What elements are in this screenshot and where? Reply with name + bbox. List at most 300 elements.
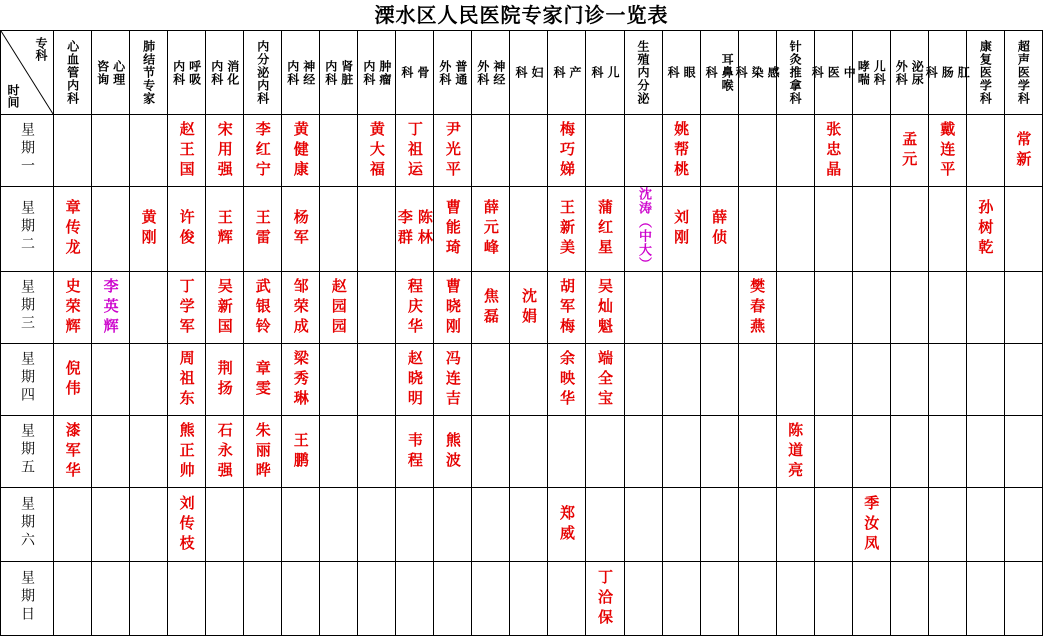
dept-label: 咨询 xyxy=(95,59,110,86)
schedule-cell xyxy=(54,272,92,344)
schedule-cell xyxy=(814,187,852,272)
doctor-name: 王新美 xyxy=(557,199,576,259)
doctor-name: 赵晓明 xyxy=(405,349,424,410)
schedule-cell xyxy=(244,416,282,488)
schedule-cell xyxy=(928,115,966,187)
schedule-cell xyxy=(776,272,814,344)
doctor-name: 赵王国 xyxy=(177,120,196,181)
dept-label: 科 xyxy=(704,66,719,79)
doctor-name: 王雷 xyxy=(253,209,272,249)
schedule-cell xyxy=(776,115,814,187)
schedule-cell xyxy=(472,416,510,488)
doctor-name: 张忠晶 xyxy=(824,120,843,181)
schedule-cell xyxy=(966,115,1004,187)
table-row xyxy=(1,562,1043,636)
doctor-name: 陈林 xyxy=(415,209,434,249)
schedule-cell xyxy=(472,344,510,416)
schedule-cell xyxy=(54,344,92,416)
corner-time-label: 时间 xyxy=(6,84,20,108)
schedule-cell xyxy=(434,344,472,416)
schedule-cell xyxy=(1004,562,1042,636)
schedule-cell xyxy=(1004,187,1042,272)
schedule-cell xyxy=(320,187,358,272)
schedule-cell xyxy=(548,562,586,636)
dept-label: 哮喘 xyxy=(856,59,871,86)
dept-label: 医 xyxy=(826,66,841,79)
dept-label: 眼 xyxy=(682,66,697,79)
doctor-name: 端全宝 xyxy=(596,349,614,410)
schedule-cell xyxy=(852,187,890,272)
schedule-cell xyxy=(1004,115,1042,187)
corner-dept-label: 专科 xyxy=(34,37,49,61)
dept-header xyxy=(1004,31,1042,115)
doctor-name: 薛侦 xyxy=(710,209,729,249)
schedule-cell xyxy=(1004,272,1042,344)
schedule-cell xyxy=(890,272,928,344)
schedule-cell xyxy=(92,344,130,416)
doctor-name: 薛元峰 xyxy=(481,199,500,259)
schedule-cell xyxy=(700,272,738,344)
schedule-cell xyxy=(358,488,396,562)
doctor-name: 熊波 xyxy=(443,431,462,472)
schedule-cell xyxy=(928,562,966,636)
dept-label: 内科 xyxy=(323,59,338,86)
dept-header xyxy=(206,31,244,115)
doctor-name: 樊春燕 xyxy=(748,277,767,338)
doctor-name: 刘刚 xyxy=(672,209,691,249)
doctor-name: 吴新国 xyxy=(215,277,234,338)
schedule-cell xyxy=(206,272,244,344)
schedule-cell xyxy=(92,187,130,272)
schedule-cell xyxy=(282,187,320,272)
table-row xyxy=(1,416,1043,488)
doctor-name: 梅巧娣 xyxy=(557,120,576,181)
dept-header xyxy=(700,31,738,115)
schedule-cell xyxy=(890,115,928,187)
doctor-name: 尹光平 xyxy=(443,120,462,181)
schedule-cell xyxy=(244,562,282,636)
dept-label: 生殖内分泌 xyxy=(636,40,651,105)
doctor-name: 余映华 xyxy=(557,349,576,410)
dept-label: 外科 xyxy=(894,59,909,86)
schedule-cell xyxy=(434,272,472,344)
schedule-cell xyxy=(358,187,396,272)
schedule-cell xyxy=(130,416,168,488)
schedule-cell xyxy=(738,562,776,636)
schedule-cell xyxy=(586,187,624,272)
dept-label: 产 xyxy=(567,66,582,79)
dept-label: 康复医学科 xyxy=(978,40,993,105)
doctor-name: 戴连平 xyxy=(938,120,957,181)
schedule-cell xyxy=(890,562,928,636)
dept-label: 儿 xyxy=(606,66,620,79)
doctor-name: 石永强 xyxy=(215,421,234,482)
schedule-cell xyxy=(928,416,966,488)
schedule-cell xyxy=(282,115,320,187)
schedule-cell xyxy=(92,488,130,562)
doctor-name: 孙树乾 xyxy=(976,199,995,259)
day-label: 星期六 xyxy=(1,488,54,562)
schedule-cell xyxy=(54,488,92,562)
schedule-cell xyxy=(738,488,776,562)
schedule-cell xyxy=(434,562,472,636)
dept-label: 外科 xyxy=(475,59,490,86)
day-label: 星期四 xyxy=(1,344,54,416)
dept-label: 内科 xyxy=(209,59,224,86)
schedule-cell xyxy=(738,344,776,416)
schedule-cell xyxy=(966,562,1004,636)
schedule-table xyxy=(0,30,1043,636)
schedule-cell xyxy=(662,272,700,344)
schedule-cell xyxy=(852,416,890,488)
schedule-cell xyxy=(776,562,814,636)
schedule-cell xyxy=(624,187,662,272)
doctor-name: 黄大福 xyxy=(367,120,386,181)
schedule-cell xyxy=(586,344,624,416)
schedule-cell xyxy=(168,488,206,562)
doctor-name: 荆扬 xyxy=(215,359,234,400)
schedule-cell xyxy=(54,416,92,488)
page-title: 溧水区人民医院专家门诊一览表 xyxy=(374,3,669,27)
schedule-cell xyxy=(586,416,624,488)
dept-label: 内分泌内科 xyxy=(255,40,270,105)
schedule-cell xyxy=(510,272,548,344)
dept-header xyxy=(924,31,971,115)
table-row xyxy=(1,115,1043,187)
dept-header xyxy=(624,31,662,115)
schedule-cell xyxy=(700,187,738,272)
schedule-cell xyxy=(244,488,282,562)
schedule-cell xyxy=(510,488,548,562)
doctor-name: 常新 xyxy=(1014,130,1033,171)
schedule-cell xyxy=(206,562,244,636)
corner-header xyxy=(1,31,54,115)
schedule-cell xyxy=(282,488,320,562)
schedule-cell xyxy=(320,344,358,416)
dept-header xyxy=(54,31,92,115)
schedule-cell xyxy=(282,562,320,636)
dept-label: 针灸推拿科 xyxy=(788,40,803,105)
schedule-cell xyxy=(396,272,434,344)
doctor-name: 姚帮桃 xyxy=(672,120,691,181)
schedule-cell xyxy=(244,187,282,272)
doctor-name: 李英辉 xyxy=(101,277,120,338)
schedule-cell xyxy=(852,488,890,562)
dept-header xyxy=(92,31,130,115)
schedule-cell xyxy=(624,115,662,187)
schedule-cell xyxy=(966,272,1004,344)
schedule-cell xyxy=(928,272,966,344)
schedule-cell xyxy=(130,115,168,187)
schedule-cell xyxy=(776,416,814,488)
schedule-cell xyxy=(928,187,966,272)
schedule-cell xyxy=(130,187,168,272)
schedule-cell xyxy=(168,416,206,488)
schedule-cell xyxy=(472,115,510,187)
schedule-cell xyxy=(168,272,206,344)
schedule-cell xyxy=(548,115,586,187)
doctor-name: 冯连吉 xyxy=(443,349,462,410)
schedule-cell xyxy=(738,416,776,488)
schedule-cell xyxy=(890,187,928,272)
schedule-cell xyxy=(548,344,586,416)
dept-header xyxy=(852,31,890,115)
doctor-name: 蒲红星 xyxy=(596,199,614,259)
doctor-name: 梁秀琳 xyxy=(291,349,310,410)
dept-header xyxy=(320,31,358,115)
schedule-cell xyxy=(624,344,662,416)
schedule-cell xyxy=(130,488,168,562)
dept-label: 超声医学科 xyxy=(1016,40,1031,105)
dept-label: 内科 xyxy=(361,59,376,86)
schedule-cell xyxy=(472,272,510,344)
dept-label: 肾脏 xyxy=(339,59,354,86)
schedule-cell xyxy=(168,115,206,187)
dept-label: 科 xyxy=(551,66,566,79)
schedule-cell xyxy=(320,562,358,636)
dept-header xyxy=(662,31,700,115)
schedule-cell xyxy=(586,272,624,344)
dept-header xyxy=(168,31,206,115)
doctor-name: 李群 xyxy=(395,209,414,249)
schedule-cell xyxy=(814,416,852,488)
schedule-cell xyxy=(624,272,662,344)
dept-label: 消化 xyxy=(225,59,240,86)
schedule-cell xyxy=(206,488,244,562)
schedule-cell xyxy=(662,562,700,636)
schedule-cell xyxy=(700,115,738,187)
schedule-cell xyxy=(700,416,738,488)
doctor-name: 王鹏 xyxy=(291,431,310,472)
schedule-cell xyxy=(928,488,966,562)
schedule-cell xyxy=(320,488,358,562)
dept-header xyxy=(810,31,857,115)
dept-header xyxy=(472,31,510,115)
schedule-cell xyxy=(814,488,852,562)
schedule-cell xyxy=(92,416,130,488)
schedule-cell xyxy=(776,187,814,272)
schedule-cell xyxy=(624,416,662,488)
doctor-name: 倪伟 xyxy=(63,359,82,400)
table-row xyxy=(1,344,1043,416)
doctor-name: 杨军 xyxy=(291,209,310,249)
schedule-cell xyxy=(434,187,472,272)
dept-label: 泌尿 xyxy=(910,59,925,86)
doctor-name: 赵园园 xyxy=(329,277,348,338)
schedule-cell xyxy=(168,562,206,636)
schedule-cell xyxy=(1004,344,1042,416)
doctor-name: 李红宁 xyxy=(253,120,272,181)
dept-label: 科 xyxy=(810,66,825,79)
doctor-name: 沈涛（中大） xyxy=(636,187,652,271)
dept-label: 妇 xyxy=(529,66,544,79)
schedule-cell xyxy=(1004,416,1042,488)
schedule-cell xyxy=(966,416,1004,488)
schedule-cell xyxy=(890,344,928,416)
dept-header xyxy=(358,31,396,115)
doctor-name: 曹晓刚 xyxy=(443,277,462,338)
schedule-cell xyxy=(662,115,700,187)
schedule-cell xyxy=(738,187,776,272)
dept-label: 耳鼻喉 xyxy=(720,53,735,92)
doctor-name: 吴灿魁 xyxy=(596,277,614,338)
dept-label: 肛 xyxy=(956,66,971,79)
schedule-cell xyxy=(206,115,244,187)
schedule-cell xyxy=(396,562,434,636)
dept-label: 肺结节专家 xyxy=(141,40,156,105)
doctor-name: 沈娟 xyxy=(519,287,538,328)
dept-label: 呼吸 xyxy=(187,59,202,86)
dept-label: 科 xyxy=(666,66,681,79)
doctor-name: 宋用强 xyxy=(215,120,234,181)
doctor-name: 程庆华 xyxy=(405,277,424,338)
dept-label: 科 xyxy=(399,66,414,79)
schedule-cell xyxy=(776,344,814,416)
schedule-cell xyxy=(244,272,282,344)
dept-label: 心血管内科 xyxy=(65,40,80,105)
schedule-cell xyxy=(206,187,244,272)
schedule-cell xyxy=(890,416,928,488)
dept-header xyxy=(734,31,781,115)
schedule-cell xyxy=(130,272,168,344)
schedule-cell xyxy=(168,344,206,416)
doctor-name: 曹能琦 xyxy=(443,199,462,259)
schedule-cell xyxy=(586,488,624,562)
doctor-name: 黄健康 xyxy=(291,120,310,181)
schedule-cell xyxy=(662,344,700,416)
schedule-cell xyxy=(206,344,244,416)
schedule-cell xyxy=(548,488,586,562)
schedule-cell xyxy=(358,344,396,416)
schedule-cell xyxy=(510,562,548,636)
schedule-cell xyxy=(1004,488,1042,562)
schedule-cell xyxy=(662,187,700,272)
schedule-cell xyxy=(472,187,510,272)
schedule-cell xyxy=(662,416,700,488)
schedule-cell xyxy=(54,115,92,187)
schedule-cell xyxy=(852,562,890,636)
doctor-name: 王辉 xyxy=(215,209,234,249)
doctor-name: 黄刚 xyxy=(139,209,158,249)
day-label: 星期五 xyxy=(1,416,54,488)
schedule-cell xyxy=(624,488,662,562)
dept-label: 科 xyxy=(590,66,604,79)
dept-label: 神经 xyxy=(491,59,506,86)
schedule-cell xyxy=(700,562,738,636)
schedule-cell xyxy=(472,562,510,636)
schedule-cell xyxy=(396,344,434,416)
dept-label: 感 xyxy=(766,66,781,79)
schedule-cell xyxy=(396,488,434,562)
dept-label: 内科 xyxy=(171,59,186,86)
doctor-name: 郑威 xyxy=(557,504,576,545)
doctor-name: 熊正帅 xyxy=(177,421,196,482)
schedule-cell xyxy=(814,562,852,636)
schedule-cell xyxy=(282,344,320,416)
dept-label: 神经 xyxy=(301,59,316,86)
schedule-cell xyxy=(92,115,130,187)
schedule-cell xyxy=(548,272,586,344)
table-row xyxy=(1,187,1043,272)
dept-header xyxy=(130,31,168,115)
schedule-cell xyxy=(852,272,890,344)
doctor-name: 章雯 xyxy=(253,359,272,400)
schedule-cell xyxy=(358,272,396,344)
schedule-cell xyxy=(320,416,358,488)
dept-label: 儿科 xyxy=(872,59,887,86)
doctor-name: 丁洽保 xyxy=(596,568,614,629)
schedule-cell xyxy=(282,272,320,344)
dept-header xyxy=(890,31,928,115)
dept-label: 科 xyxy=(513,66,528,79)
schedule-cell xyxy=(776,488,814,562)
doctor-name: 陈道亮 xyxy=(786,421,805,482)
schedule-cell xyxy=(890,488,928,562)
schedule-cell xyxy=(586,115,624,187)
schedule-cell xyxy=(434,488,472,562)
dept-header xyxy=(434,31,472,115)
schedule-cell xyxy=(966,488,1004,562)
dept-label: 骨 xyxy=(415,66,430,79)
dept-label: 染 xyxy=(750,66,765,79)
schedule-cell xyxy=(130,562,168,636)
day-label: 星期日 xyxy=(1,562,54,636)
schedule-cell xyxy=(130,344,168,416)
dept-header xyxy=(966,31,1004,115)
doctor-name: 韦程 xyxy=(405,431,424,472)
day-label: 星期二 xyxy=(1,187,54,272)
schedule-cell xyxy=(852,344,890,416)
schedule-cell xyxy=(928,344,966,416)
dept-label: 心理 xyxy=(111,59,126,86)
schedule-cell xyxy=(244,115,282,187)
doctor-name: 孟元 xyxy=(900,130,919,171)
schedule-cell xyxy=(738,115,776,187)
dept-header xyxy=(244,31,282,115)
dept-header xyxy=(586,31,624,115)
schedule-cell xyxy=(92,272,130,344)
doctor-name: 章传龙 xyxy=(63,199,82,259)
dept-label: 内科 xyxy=(285,59,300,86)
schedule-cell xyxy=(320,272,358,344)
doctor-name: 邹荣成 xyxy=(291,277,310,338)
day-label: 星期三 xyxy=(1,272,54,344)
schedule-cell xyxy=(510,187,548,272)
schedule-cell xyxy=(548,187,586,272)
schedule-cell xyxy=(320,115,358,187)
schedule-cell xyxy=(700,344,738,416)
dept-header xyxy=(776,31,814,115)
dept-header xyxy=(510,31,548,115)
schedule-cell xyxy=(244,344,282,416)
schedule-cell xyxy=(966,344,1004,416)
dept-header xyxy=(548,31,586,115)
schedule-cell xyxy=(358,115,396,187)
dept-label: 科 xyxy=(924,66,939,79)
doctor-name: 漆军华 xyxy=(63,421,82,482)
schedule-cell xyxy=(434,416,472,488)
dept-header xyxy=(282,31,320,115)
schedule-cell xyxy=(814,115,852,187)
schedule-cell xyxy=(434,115,472,187)
schedule-cell xyxy=(548,416,586,488)
schedule-cell xyxy=(54,562,92,636)
doctor-name: 许俊 xyxy=(177,209,196,249)
schedule-cell xyxy=(814,272,852,344)
doctor-name: 朱丽晔 xyxy=(253,421,272,482)
schedule-cell xyxy=(624,562,662,636)
schedule-cell xyxy=(472,488,510,562)
